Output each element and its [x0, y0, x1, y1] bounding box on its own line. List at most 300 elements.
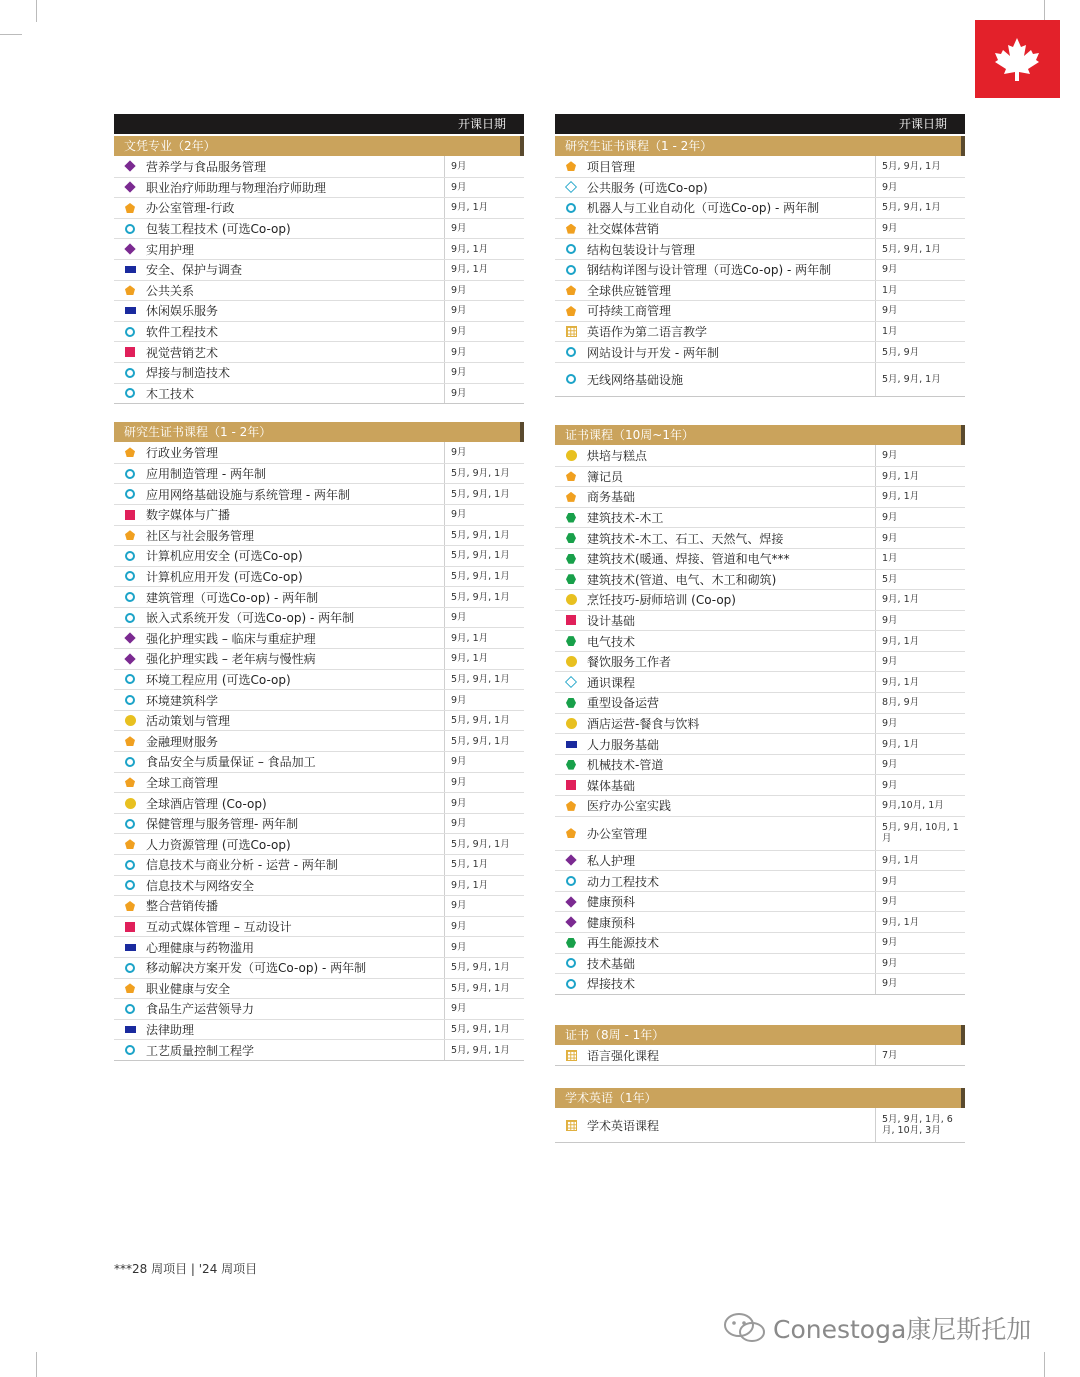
program-name: 心理健康与药物滥用 — [146, 940, 255, 955]
start-date: 5月, 9月, 1月 — [451, 673, 510, 685]
program-name: 互动式媒体管理 – 互动设计 — [146, 920, 292, 935]
program-name: 健康预科 — [587, 895, 636, 910]
program-name: 设计基础 — [587, 613, 636, 628]
start-date-cell — [875, 851, 965, 871]
section-title: 研究生证书课程（1 - 2年） — [555, 136, 965, 156]
marker-cell — [555, 224, 587, 234]
program-row — [114, 341, 524, 362]
marker-cell — [114, 695, 146, 705]
program-row — [555, 156, 965, 177]
program-row — [114, 383, 524, 404]
program-row — [555, 973, 965, 994]
start-date-cell — [444, 608, 524, 628]
start-date: 9月 — [882, 532, 898, 544]
program-row — [114, 833, 524, 854]
marker-cell — [114, 285, 146, 295]
start-date: 5月, 9月, 1月 — [451, 735, 510, 747]
square-icon — [125, 510, 135, 520]
program-row — [555, 754, 965, 775]
program-name: 焊接技术 — [587, 977, 636, 992]
marker-cell — [555, 898, 587, 906]
start-date: 5月, 9月, 1月 — [882, 160, 941, 172]
program-row — [555, 362, 965, 396]
program-name: 强化护理实践 – 老年病与慢性病 — [146, 652, 316, 667]
start-date: 5月, 9月, 1月 — [451, 550, 510, 562]
pentagon-icon — [125, 285, 135, 295]
program-name: 烘培与糕点 — [587, 448, 648, 463]
start-date-cell — [875, 363, 965, 396]
start-date-cell — [444, 567, 524, 587]
grid-icon — [566, 326, 577, 337]
ring-icon — [125, 819, 135, 829]
start-date: 9月, 1月 — [451, 264, 489, 276]
hexagon-icon — [566, 698, 576, 708]
start-date-cell — [875, 714, 965, 734]
program-row — [114, 280, 524, 301]
program-row — [555, 891, 965, 912]
marker-cell — [114, 551, 146, 561]
start-date-cell — [875, 156, 965, 177]
marker-cell — [555, 828, 587, 838]
start-date-cell — [875, 1045, 965, 1066]
program-row — [555, 589, 965, 610]
program-name: 职业健康与安全 — [146, 981, 231, 996]
section-title: 学术英语（1年） — [555, 1088, 965, 1108]
program-name: 安全、保护与调查 — [146, 263, 243, 278]
start-date-cell — [444, 917, 524, 937]
program-name: 酒店运营-餐食与饮料 — [587, 716, 700, 731]
start-date-cell — [444, 281, 524, 301]
start-date: 9月 — [882, 305, 898, 317]
rectangle-icon — [125, 266, 136, 273]
pentagon-icon — [125, 203, 135, 213]
start-date-cell — [444, 1040, 524, 1060]
start-date-cell — [875, 1108, 965, 1142]
start-date-cell — [444, 937, 524, 957]
start-date: 5月, 9月, 1月 — [451, 488, 510, 500]
diamond-icon — [124, 653, 135, 664]
program-name: 移动解决方案开发（可选Co-op) - 两年制 — [146, 961, 367, 976]
program-name: 建筑技术(管道、电气、木工和砌筑) — [587, 572, 777, 587]
program-row — [114, 813, 524, 834]
start-date-cell — [875, 775, 965, 795]
program-name: 办公室管理-行政 — [146, 201, 235, 216]
start-date-cell — [444, 546, 524, 566]
start-date: 9月, 1月 — [882, 470, 920, 482]
start-date: 9月 — [451, 694, 467, 706]
start-date: 9月, 1月 — [451, 653, 489, 665]
rectangle-icon — [566, 741, 577, 748]
ring-icon — [125, 963, 135, 973]
start-date: 9月 — [451, 509, 467, 521]
start-date-cell — [444, 464, 524, 484]
start-date: 9月 — [882, 656, 898, 668]
program-name: 全球供应链管理 — [587, 283, 672, 298]
program-row — [555, 610, 965, 631]
hexagon-icon — [566, 636, 576, 646]
marker-cell — [114, 1026, 146, 1033]
program-row — [114, 792, 524, 813]
program-name: 公共关系 — [146, 283, 195, 298]
marker-cell — [555, 741, 587, 748]
program-row — [114, 875, 524, 896]
program-row — [555, 850, 965, 871]
program-name: 电气技术 — [587, 634, 636, 649]
program-name: 人力服务基础 — [587, 737, 660, 752]
program-name: 重型设备运营 — [587, 696, 660, 711]
ring-icon — [125, 368, 135, 378]
program-row — [555, 259, 965, 280]
program-name: 金融理财服务 — [146, 734, 219, 749]
program-name: 计算机应用开发 (可选Co-op) — [146, 569, 303, 584]
program-name: 全球工商管理 — [146, 775, 219, 790]
start-date-cell — [875, 219, 965, 239]
program-name: 动力工程技术 — [587, 874, 660, 889]
marker-cell — [555, 450, 587, 461]
start-date: 9月 — [451, 181, 467, 193]
program-row — [555, 300, 965, 321]
ring-icon — [125, 860, 135, 870]
start-date: 1月 — [882, 326, 898, 338]
right-column — [555, 114, 965, 1143]
program-row — [555, 197, 965, 218]
program-row — [114, 648, 524, 669]
grid-icon — [566, 1050, 577, 1061]
marker-cell — [555, 677, 587, 687]
start-date: 9月 — [882, 449, 898, 461]
program-row — [114, 689, 524, 710]
program-name: 建筑管理（可选Co-op) - 两年制 — [146, 590, 319, 605]
program-name: 包装工程技术 (可选Co-op) — [146, 222, 291, 237]
start-date: 9月 — [451, 346, 467, 358]
program-name: 私人护理 — [587, 853, 636, 868]
brand-name: Conestoga康尼斯托加 — [773, 1315, 1032, 1344]
pentagon-icon — [566, 285, 576, 295]
start-date-cell — [875, 239, 965, 259]
program-name: 机器人与工业自动化（可选Co-op) - 两年制 — [587, 201, 820, 216]
program-name: 学术英语课程 — [587, 1118, 660, 1133]
crop-mark — [36, 1352, 37, 1377]
start-date-cell — [875, 342, 965, 362]
program-name: 媒体基础 — [587, 778, 636, 793]
start-date: 5月, 1月 — [451, 859, 489, 871]
program-name: 钢结构详图与设计管理（可选Co-op) - 两年制 — [587, 263, 832, 278]
start-date-cell — [875, 178, 965, 198]
program-section — [114, 422, 524, 1061]
program-name: 通识课程 — [587, 675, 636, 690]
program-row — [114, 1019, 524, 1040]
marker-cell — [555, 182, 587, 192]
start-date: 5月, 9月, 1月 — [451, 468, 510, 480]
square-icon — [566, 780, 576, 790]
start-date-cell — [875, 549, 965, 569]
program-row — [114, 586, 524, 607]
start-date-cell — [444, 442, 524, 463]
ring-icon — [125, 469, 135, 479]
start-date: 9月 — [451, 818, 467, 830]
marker-cell — [114, 880, 146, 890]
marker-cell — [555, 374, 587, 384]
program-name: 应用制造管理 - 两年制 — [146, 467, 266, 482]
program-row — [114, 442, 524, 463]
pentagon-icon — [566, 801, 576, 811]
program-row — [114, 751, 524, 772]
program-section — [555, 1088, 965, 1143]
marker-cell — [555, 876, 587, 886]
program-row — [114, 854, 524, 875]
program-row — [114, 218, 524, 239]
program-row — [114, 730, 524, 751]
start-date-cell — [444, 896, 524, 916]
start-date: 9月 — [451, 446, 467, 458]
program-name: 数字媒体与广播 — [146, 508, 231, 523]
program-list — [555, 1045, 965, 1067]
program-name: 保健管理与服务管理- 两年制 — [146, 817, 299, 832]
program-name: 建筑技术-木工、石工、天然气、焊接 — [587, 531, 784, 546]
start-date-cell — [875, 755, 965, 775]
marker-cell — [114, 327, 146, 337]
program-name: 公共服务 (可选Co-op) — [587, 180, 708, 195]
crop-mark — [0, 34, 22, 35]
start-date: 5月, 9月, 1月 — [882, 202, 941, 214]
marker-cell — [555, 656, 587, 667]
marker-cell — [555, 801, 587, 811]
ring-icon — [566, 203, 576, 213]
marker-cell — [114, 634, 146, 642]
program-name: 办公室管理 — [587, 826, 648, 841]
start-date-cell — [875, 892, 965, 912]
start-date: 9月 — [451, 756, 467, 768]
program-name: 强化护理实践 – 临床与重症护理 — [146, 631, 316, 646]
program-row — [555, 527, 965, 548]
marker-cell — [114, 183, 146, 191]
start-date-cell — [444, 958, 524, 978]
start-date: 9月, 1月 — [882, 594, 920, 606]
marker-cell — [555, 615, 587, 625]
start-date: 5月, 9月, 1月 — [451, 715, 510, 727]
marker-cell — [114, 347, 146, 357]
marker-cell — [114, 819, 146, 829]
program-list — [114, 442, 524, 1061]
program-row — [555, 692, 965, 713]
start-date-cell — [875, 974, 965, 994]
program-name: 全球酒店管理 (Co-op) — [146, 796, 267, 811]
marker-cell — [114, 757, 146, 767]
start-date: 9月, 1月 — [882, 635, 920, 647]
marker-cell — [555, 203, 587, 213]
start-date-cell — [444, 670, 524, 690]
ring-icon — [125, 880, 135, 890]
marker-cell — [114, 655, 146, 663]
start-date: 9月 — [451, 223, 467, 235]
start-date: 9月 — [451, 612, 467, 624]
program-row — [114, 936, 524, 957]
program-name: 信息技术与网络安全 — [146, 878, 255, 893]
program-row — [555, 238, 965, 259]
pentagon-icon — [125, 983, 135, 993]
start-date: 5月, 9月, 1月, 6月, 10月, 3月 — [882, 1114, 953, 1137]
start-date: 9月, 1月 — [882, 491, 920, 503]
program-name: 焊接与制造技术 — [146, 366, 231, 381]
program-row — [114, 483, 524, 504]
crop-mark — [36, 0, 37, 22]
program-list — [555, 1108, 965, 1143]
left-column — [114, 114, 524, 1061]
program-row — [555, 177, 965, 198]
section-title: 研究生证书课程（1 - 2年） — [114, 422, 524, 442]
pentagon-icon — [125, 736, 135, 746]
start-date: 5月, 9月, 1月 — [451, 962, 510, 974]
start-date: 5月, 9月, 1月 — [451, 1044, 510, 1056]
start-date-cell — [875, 301, 965, 321]
program-name: 营养学与食品服务管理 — [146, 159, 267, 174]
start-date: 9月 — [882, 978, 898, 990]
marker-cell — [114, 777, 146, 787]
start-date: 5月, 9月, 1月 — [451, 982, 510, 994]
start-date-cell — [444, 156, 524, 177]
start-date: 5月, 9月, 1月 — [882, 243, 941, 255]
ring-icon — [125, 1045, 135, 1055]
program-name: 整合营销传播 — [146, 899, 219, 914]
program-row — [114, 998, 524, 1019]
brand-watermark — [723, 1310, 1031, 1346]
start-date-cell — [875, 871, 965, 891]
ring-icon — [566, 244, 576, 254]
program-row — [555, 911, 965, 932]
start-date-cell — [875, 817, 965, 850]
program-name: 技术基础 — [587, 956, 636, 971]
marker-cell — [555, 533, 587, 543]
marker-cell — [555, 347, 587, 357]
marker-cell — [555, 780, 587, 790]
start-date-cell — [444, 999, 524, 1019]
start-date-cell — [444, 1020, 524, 1040]
hexagon-icon — [566, 938, 576, 948]
start-date-cell — [444, 239, 524, 259]
ring-icon — [125, 695, 135, 705]
program-name: 社区与社会服务管理 — [146, 528, 255, 543]
program-name: 无线网络基础设施 — [587, 372, 684, 387]
program-name: 木工技术 — [146, 386, 195, 401]
diamond-icon — [565, 855, 576, 866]
program-section — [555, 136, 965, 397]
start-date: 1月 — [882, 553, 898, 565]
marker-cell — [555, 594, 587, 605]
marker-cell — [555, 244, 587, 254]
program-row — [114, 238, 524, 259]
marker-cell — [555, 938, 587, 948]
program-name: 机械技术-管道 — [587, 758, 664, 773]
program-row — [114, 300, 524, 321]
footnote: ***28 周项目 | '24 周项目 — [114, 1262, 258, 1276]
program-row — [114, 916, 524, 937]
program-name: 网站设计与开发 - 两年制 — [587, 345, 719, 360]
pentagon-icon — [125, 447, 135, 457]
program-row — [555, 713, 965, 734]
start-date-cell — [444, 178, 524, 198]
program-row — [555, 816, 965, 850]
start-date-cell — [444, 690, 524, 710]
program-row — [555, 569, 965, 590]
start-date: 9月, 1月 — [451, 243, 489, 255]
program-row — [114, 710, 524, 731]
ring-icon — [125, 613, 135, 623]
start-date: 9月, 1月 — [882, 738, 920, 750]
start-date-cell — [444, 834, 524, 854]
marker-cell — [555, 856, 587, 864]
pentagon-icon — [566, 828, 576, 838]
program-name: 商务基础 — [587, 490, 636, 505]
program-name: 工艺质量控制工程学 — [146, 1043, 255, 1058]
start-date: 7月 — [882, 1049, 898, 1061]
marker-cell — [114, 224, 146, 234]
program-row — [114, 321, 524, 342]
program-name: 人力资源管理 (可选Co-op) — [146, 837, 291, 852]
start-date-cell — [444, 649, 524, 669]
circle-icon — [566, 656, 577, 667]
program-section — [114, 136, 524, 404]
start-date-cell — [444, 855, 524, 875]
pentagon-icon — [125, 777, 135, 787]
start-date: 9月 — [882, 264, 898, 276]
ring-icon — [125, 224, 135, 234]
start-date-cell — [444, 814, 524, 834]
start-date-cell — [875, 281, 965, 301]
ring-icon — [125, 674, 135, 684]
program-row — [555, 870, 965, 891]
marker-cell — [555, 471, 587, 481]
hexagon-icon — [566, 760, 576, 770]
program-name: 职业治疗师助理与物理治疗师助理 — [146, 180, 327, 195]
section-title: 文凭专业（2年） — [114, 136, 524, 156]
maple-leaf-icon — [993, 36, 1041, 82]
start-date-cell — [444, 526, 524, 546]
grid-icon — [566, 1120, 577, 1131]
marker-cell — [555, 161, 587, 171]
ring-icon — [125, 1004, 135, 1014]
hexagon-icon — [566, 513, 576, 523]
crop-mark — [1044, 0, 1045, 22]
program-row — [555, 774, 965, 795]
start-date-cell — [444, 731, 524, 751]
program-row — [114, 259, 524, 280]
start-date-cell — [444, 301, 524, 321]
start-date: 9月 — [451, 284, 467, 296]
start-date: 9月 — [451, 305, 467, 317]
program-name: 餐饮服务工作者 — [587, 655, 672, 670]
start-date: 9月 — [882, 614, 898, 626]
start-date-cell — [875, 693, 965, 713]
start-date-cell — [875, 652, 965, 672]
pentagon-icon — [566, 492, 576, 502]
start-date: 9月, 1月 — [451, 879, 489, 891]
circle-icon — [566, 450, 577, 461]
marker-cell — [114, 983, 146, 993]
program-name: 项目管理 — [587, 159, 636, 174]
program-list — [114, 156, 524, 404]
program-name: 实用护理 — [146, 242, 195, 257]
circle-icon — [125, 715, 136, 726]
ring-icon — [566, 347, 576, 357]
program-name: 嵌入式系统开发（可选Co-op) - 两年制 — [146, 611, 355, 626]
start-date: 9月 — [451, 387, 467, 399]
marker-cell — [555, 306, 587, 316]
start-date: 9月 — [882, 181, 898, 193]
ring-icon — [125, 388, 135, 398]
start-date: 5月, 9月, 1月 — [451, 1024, 510, 1036]
start-date: 5月, 9月, 1月 — [451, 529, 510, 541]
marker-cell — [114, 922, 146, 932]
